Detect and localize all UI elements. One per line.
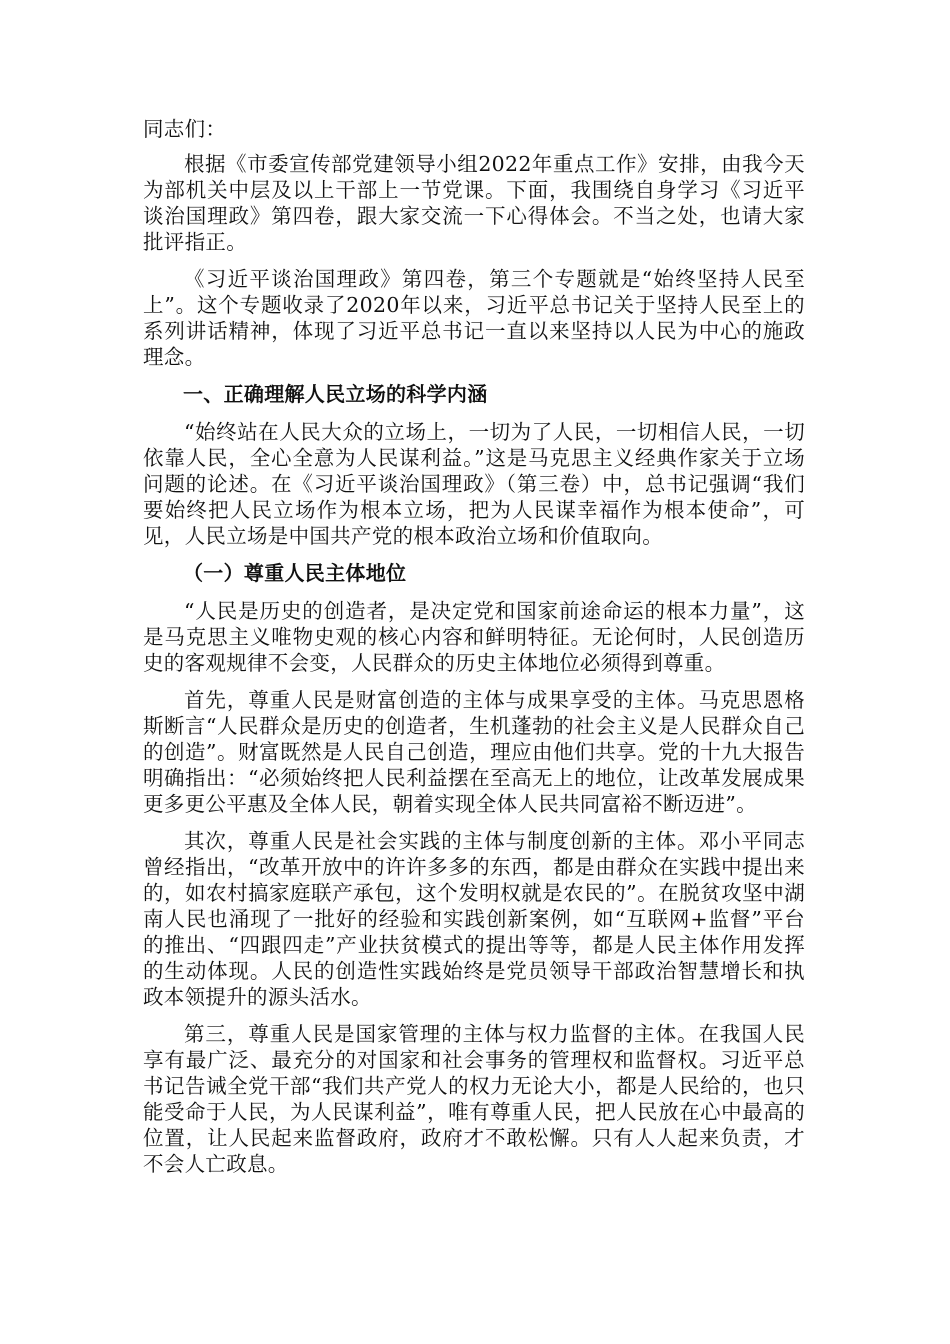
salutation: 同志们：: [143, 117, 227, 141]
paragraph-intro: 根据《市委宣传部党建领导小组2022年重点工作》安排，由我今天为部机关中层及以上干部上一节党课。下面，我围绕自身学习《习近平谈治国理政》第四卷，跟大家交流一下心得体会。不当之处，也请大家批评指正。: [143, 152, 805, 254]
section-heading: 一、正确理解人民立场的科学内涵: [183, 382, 488, 406]
paragraph-people-stance: “始终站在人民大众的立场上，一切为了人民，一切相信人民，一切依靠人民，全心全意为人民谋利益。”这是马克思主义经典作家关于立场问题的论述。在《习近平谈治国理政》（第三卷）中，总书记强调“我们要始终把人民立场作为根本立场，把为人民谋幸福作为根本使命”，可见，人民立场是中国共产党的根本政治立场和价值取向。: [143, 420, 805, 548]
document-page: [143, 106, 805, 1188]
paragraph-history-creator: “人民是历史的创造者，是决定党和国家前途命运的根本力量”，这是马克思主义唯物史观的核心内容和鲜明特征。无论何时，人民创造历史的客观规律不会变，人民群众的历史主体地位必须得到尊重。: [143, 599, 805, 675]
paragraph-topic: 《习近平谈治国理政》第四卷，第三个专题就是“始终坚持人民至上”。这个专题收录了2020年以来，习近平总书记关于坚持人民至上的系列讲话精神，体现了习近平总书记一直以来坚持以人民为中心的施政理念。: [143, 267, 805, 369]
subsection-heading: （一）尊重人民主体地位: [183, 561, 407, 585]
paragraph-first: 首先，尊重人民是财富创造的主体与成果享受的主体。马克思恩格斯断言“人民群众是历史的创造者，生机蓬勃的社会主义是人民群众自己的创造”。财富既然是人民自己创造，理应由他们共享。党的十九大报告明确指出：“必须始终把人民利益摆在至高无上的地位，让改革发展成果更多更公平惠及全体人民，朝着实现全体人民共同富裕不断迈进”。: [143, 688, 805, 816]
paragraph-third: 第三，尊重人民是国家管理的主体与权力监督的主体。在我国人民享有最广泛、最充分的对国家和社会事务的管理权和监督权。习近平总书记告诫全党干部“我们共产党人的权力无论大小，都是人民给的，也只能受命于人民，为人民谋利益”，唯有尊重人民，把人民放在心中最高的位置，让人民起来监督政府，政府才不敢松懈。只有人人起来负责，才不会人亡政息。: [143, 1022, 805, 1176]
paragraph-second: 其次，尊重人民是社会实践的主体与制度创新的主体。邓小平同志曾经指出，“改革开放中的许许多多的东西，都是由群众在实践中提出来的，如农村搞家庭联产承包，这个发明权就是农民的”。在脱贫攻坚中湖南人民也涌现了一批好的经验和实践创新案例，如“互联网+监督”平台的推出、“四跟四走”产业扶贫模式的提出等等，都是人民主体作用发挥的生动体现。人民的创造性实践始终是党员领导干部政治智慧增长和执政本领提升的源头活水。: [143, 829, 805, 1009]
